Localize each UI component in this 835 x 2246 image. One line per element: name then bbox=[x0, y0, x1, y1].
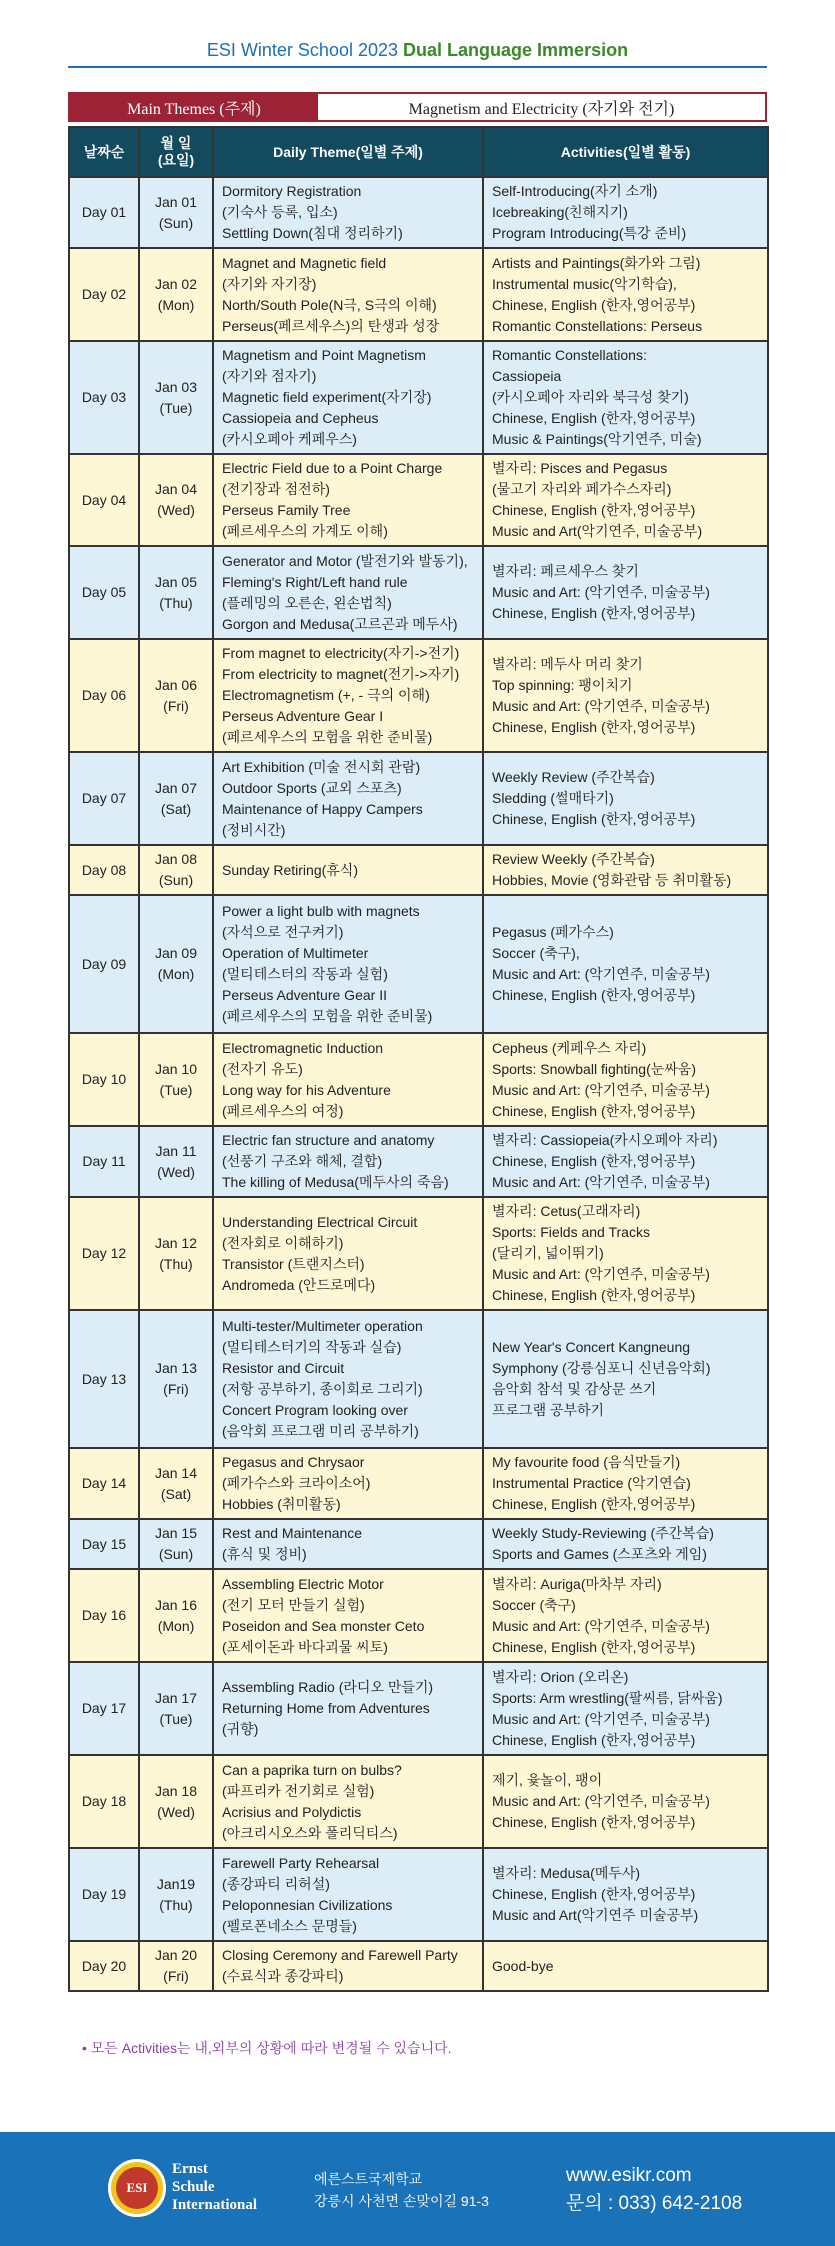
table-row bbox=[69, 1310, 768, 1448]
daily-theme-cell bbox=[213, 1662, 483, 1755]
activities-cell-text: Pegasus (페가수스) Soccer (축구), Music and Art: (악기연주, 미술공부) Chinese, English (한자,영어공부) bbox=[492, 924, 710, 1003]
activities-cell bbox=[483, 248, 768, 341]
day-cell-text: Day 18 bbox=[81, 1793, 127, 1809]
daily-theme-cell bbox=[213, 1569, 483, 1662]
page-title bbox=[68, 40, 767, 61]
activities-cell-text: 별자리: 페르세우스 찾기 Music and Art: (악기연주, 미술공부) Chinese, English (한자,영어공부) bbox=[492, 563, 710, 621]
daily-theme-cell-text: Assembling Electric Motor (전기 모터 만들기 실험) Poseidon and Sea monster Ceto (포세이돈과 바다괴물 씨토) bbox=[222, 1575, 425, 1655]
daily-theme-cell bbox=[213, 248, 483, 341]
activities-cell bbox=[483, 1941, 768, 1991]
header-daily-theme: Daily Theme(일별 주제) bbox=[213, 127, 483, 177]
date-cell-text: Jan 09 (Mon) bbox=[154, 945, 198, 982]
daily-theme-cell-text: Multi-tester/Multimeter operation (멀티테스터기의 작동과 실습) Resistor and Circuit (저항 공부하기, 종이회로 그리기) Concert Program looking over (음악회 프로그램 미리 공부하기) bbox=[222, 1318, 423, 1439]
school-address bbox=[314, 2168, 489, 2212]
table-row bbox=[69, 752, 768, 845]
contact-info bbox=[566, 2162, 742, 2218]
day-cell bbox=[69, 1310, 139, 1448]
day-cell bbox=[69, 546, 139, 639]
activities-cell-text: 별자리: Cetus(고래자리) Sports: Fields and Tracks (달리기, 넓이뛰기) Music and Art: (악기연주, 미술공부) Chinese, English (한자,영어공부) bbox=[492, 1203, 710, 1303]
activities-cell-text: Weekly Study-Reviewing (주간복습) Sports and Games (스포츠와 게임) bbox=[492, 1525, 714, 1562]
activities-cell-text: Weekly Review (주간복습) Sledding (썰매타기) Chinese, English (한자,영어공부) bbox=[492, 769, 696, 827]
footer bbox=[0, 2132, 835, 2246]
daily-theme-cell-text: Magnetism and Point Magnetism (자기와 점자기) Magnetic field experiment(자기장) Cassiopeia and Cepheus (카시오페아 케페우스) bbox=[222, 347, 432, 447]
date-cell-text: Jan 02 (Mon) bbox=[154, 275, 198, 313]
daily-theme-cell-text: Electric fan structure and anatomy (선풍기 구조와 해체, 결합) The killing of Medusa(메두사의 죽음) bbox=[222, 1132, 449, 1190]
main-theme-label: Main Themes (주제) bbox=[70, 94, 318, 120]
activities-cell-text: New Year's Concert Kangneung Symphony (강릉심포니 신년음악회) 음악회 참석 및 감상문 쓰기 프로그램 공부하기 bbox=[492, 1339, 711, 1418]
daily-theme-cell-text: From magnet to electricity(자기->전기) From electricity to magnet(전기->자기) Electromagnetism (+, - 극의 이해) Perseus Adventure Gear I (페르세우스의 모험을 위한 준비물) bbox=[222, 645, 460, 745]
main-theme-value: Magnetism and Electricity (자기와 전기) bbox=[318, 94, 765, 120]
activities-cell bbox=[483, 639, 768, 752]
daily-theme-cell bbox=[213, 1033, 483, 1126]
activities-cell bbox=[483, 1755, 768, 1848]
daily-theme-cell-text: Generator and Motor (발전기와 발동기), Fleming's Right/Left hand rule (플레밍의 오른손, 왼손법칙) Gorgon and Medusa(고르곤과 메두사) bbox=[222, 552, 468, 632]
daily-theme-cell-text: Magnet and Magnetic field (자기와 자기장) North/South Pole(N극, S극의 이해) Perseus(페르세우스)의 탄생과 성장 bbox=[222, 254, 440, 334]
brand-line: International bbox=[172, 2197, 258, 2213]
date-cell bbox=[139, 1569, 213, 1662]
activities-cell bbox=[483, 1310, 768, 1448]
daily-theme-cell-text: Closing Ceremony and Farewell Party (수료식과 종강파티) bbox=[222, 1947, 458, 1984]
activities-cell bbox=[483, 1197, 768, 1310]
table-row bbox=[69, 1448, 768, 1519]
day-cell bbox=[69, 752, 139, 845]
date-cell-text: Jan 17 (Tue) bbox=[154, 1689, 198, 1727]
date-cell bbox=[139, 1848, 213, 1941]
activities-cell-text: Cepheus (케페우스 자리) Sports: Snowball fighting(눈싸움) Music and Art: (악기연주, 미술공부) Chinese, English (한자,영어공부) bbox=[492, 1039, 710, 1119]
activities-cell-text: My favourite food (음식만들기) Instrumental Practice (악기연습) Chinese, English (한자,영어공부) bbox=[492, 1454, 696, 1512]
date-cell-text: Jan 15 (Sun) bbox=[154, 1525, 198, 1562]
date-cell bbox=[139, 1519, 213, 1569]
activities-cell bbox=[483, 1519, 768, 1569]
day-cell-text: Day 13 bbox=[81, 1370, 127, 1387]
table-row bbox=[69, 454, 768, 546]
daily-theme-cell-text: Farewell Party Rehearsal (종강파티 리허설) Peloponnesian Civilizations (펠로폰네소스 문명들) bbox=[222, 1854, 393, 1934]
date-cell-text: Jan 06 (Fri) bbox=[154, 676, 198, 714]
activities-cell bbox=[483, 895, 768, 1033]
brand-line: Ernst bbox=[172, 2161, 208, 2177]
activities-cell-text: 별자리: 메두사 머리 찾기 Top spinning: 팽이치기 Music and Art: (악기연주, 미술공부) Chinese, English (한자,영어공부) bbox=[492, 655, 710, 735]
activities-cell bbox=[483, 1848, 768, 1941]
table-row bbox=[69, 1519, 768, 1569]
table-row bbox=[69, 1569, 768, 1662]
table-row bbox=[69, 895, 768, 1033]
daily-theme-cell-text: Electromagnetic Induction (전자기 유도) Long way for his Adventure (페르세우스의 여정) bbox=[222, 1039, 391, 1119]
date-cell bbox=[139, 1755, 213, 1848]
date-cell-text: Jan 13 (Fri) bbox=[154, 1360, 198, 1397]
table-row bbox=[69, 1033, 768, 1126]
table-row bbox=[69, 1662, 768, 1755]
day-cell-text: Day 02 bbox=[81, 286, 127, 302]
daily-theme-cell-text: Pegasus and Chrysaor (페가수스와 크라이소어) Hobbies (취미활동) bbox=[222, 1454, 371, 1512]
daily-theme-cell bbox=[213, 1310, 483, 1448]
activities-cell-text: 제기, 윷놀이, 팽이 Music and Art: (악기연주, 미술공부) Chinese, English (한자,영어공부) bbox=[492, 1772, 710, 1830]
daily-theme-cell bbox=[213, 546, 483, 639]
date-cell bbox=[139, 752, 213, 845]
day-cell bbox=[69, 639, 139, 752]
school-logo bbox=[108, 2159, 166, 2217]
header-day: 날짜순 bbox=[69, 127, 139, 177]
date-cell-text: Jan 10 (Tue) bbox=[154, 1060, 198, 1098]
schedule-body bbox=[69, 177, 768, 1991]
date-cell bbox=[139, 248, 213, 341]
date-cell-text: Jan 12 (Thu) bbox=[154, 1234, 198, 1272]
day-cell bbox=[69, 1848, 139, 1941]
day-cell bbox=[69, 1448, 139, 1519]
day-cell bbox=[69, 454, 139, 546]
date-cell-text: Jan 20 (Fri) bbox=[154, 1947, 198, 1984]
title-part-2: Dual Language Immersion bbox=[403, 40, 629, 60]
table-row bbox=[69, 639, 768, 752]
table-row bbox=[69, 1848, 768, 1941]
header-divider bbox=[68, 66, 767, 68]
daily-theme-cell-text: Electric Field due to a Point Charge (전기장과 점전하) Perseus Family Tree (페르세우스의 가계도 이해) bbox=[222, 460, 443, 539]
activities-cell bbox=[483, 341, 768, 454]
daily-theme-cell-text: Rest and Maintenance (휴식 및 정비) bbox=[222, 1525, 363, 1562]
day-cell-text: Day 10 bbox=[81, 1071, 127, 1087]
day-cell bbox=[69, 177, 139, 248]
day-cell bbox=[69, 341, 139, 454]
daily-theme-cell bbox=[213, 1126, 483, 1197]
day-cell bbox=[69, 1755, 139, 1848]
date-cell-text: Jan 18 (Wed) bbox=[154, 1782, 198, 1820]
phone-number: 문의 : 033) 642-2108 bbox=[566, 2193, 743, 2214]
activities-cell-text: Self-Introducing(자기 소개) Icebreaking(친해지기) Program Introducing(특강 준비) bbox=[492, 183, 687, 241]
table-row bbox=[69, 248, 768, 341]
daily-theme-cell-text: Power a light bulb with magnets (자석으로 전구켜기) Operation of Multimeter (멀티테스터의 작동과 실험) Perseus Adventure Gear II (페르세우스의 모험을 위한 준비물) bbox=[222, 903, 433, 1024]
day-cell-text: Day 04 bbox=[81, 491, 127, 508]
table-row bbox=[69, 1755, 768, 1848]
date-cell bbox=[139, 1448, 213, 1519]
main-theme-bar bbox=[68, 92, 767, 122]
day-cell-text: Day 01 bbox=[81, 204, 127, 220]
activities-cell bbox=[483, 546, 768, 639]
table-row bbox=[69, 1126, 768, 1197]
date-cell-text: Jan 14 (Sat) bbox=[154, 1464, 198, 1502]
table-row bbox=[69, 546, 768, 639]
website-link[interactable]: www.esikr.com bbox=[566, 2165, 692, 2186]
activities-cell-text: Artists and Paintings(화가와 그림) Instrumental music(악기학습), Chinese, English (한자,영어공부) Romantic Constellations: Perseus bbox=[492, 254, 703, 334]
day-cell-text: Day 07 bbox=[81, 790, 127, 806]
activities-cell-text: 별자리: Auriga(마차부 자리) Soccer (축구) Music and Art: (악기연주, 미술공부) Chinese, English (한자,영어공부) bbox=[492, 1575, 710, 1655]
daily-theme-cell bbox=[213, 752, 483, 845]
activities-cell-text: Review Weekly (주간복습) Hobbies, Movie (영화관람 등 취미활동) bbox=[492, 851, 732, 888]
table-row bbox=[69, 845, 768, 895]
daily-theme-cell bbox=[213, 1848, 483, 1941]
table-row bbox=[69, 1197, 768, 1310]
daily-theme-cell bbox=[213, 845, 483, 895]
daily-theme-cell bbox=[213, 639, 483, 752]
day-cell bbox=[69, 1941, 139, 1991]
day-cell-text: Day 09 bbox=[81, 955, 127, 972]
date-cell-text: Jan 16 (Mon) bbox=[154, 1596, 198, 1634]
daily-theme-cell-text: Sunday Retiring(휴식) bbox=[222, 861, 358, 878]
date-cell bbox=[139, 1126, 213, 1197]
day-cell bbox=[69, 1126, 139, 1197]
table-row bbox=[69, 177, 768, 248]
title-part-1: ESI Winter School 2023 bbox=[206, 40, 399, 60]
activities-cell-text: 별자리: Orion (오리온) Sports: Arm wrestling(팔씨름, 닭싸움) Music and Art: (악기연주, 미술공부) Chinese, English (한자,영어공부) bbox=[492, 1668, 723, 1748]
date-cell bbox=[139, 341, 213, 454]
activities-cell bbox=[483, 1448, 768, 1519]
day-cell bbox=[69, 1197, 139, 1310]
date-cell bbox=[139, 1662, 213, 1755]
day-cell-text: Day 11 bbox=[82, 1153, 126, 1169]
date-cell bbox=[139, 1197, 213, 1310]
table-header-row bbox=[69, 127, 768, 177]
daily-theme-cell bbox=[213, 1941, 483, 1991]
activities-cell bbox=[483, 454, 768, 546]
day-cell-text: Day 05 bbox=[81, 584, 127, 600]
day-cell-text: Day 19 bbox=[81, 1886, 127, 1902]
activities-cell bbox=[483, 177, 768, 248]
date-cell bbox=[139, 895, 213, 1033]
day-cell-text: Day 15 bbox=[81, 1535, 127, 1552]
daily-theme-cell-text: Art Exhibition (미술 전시회 관람) Outdoor Sports (교외 스포츠) Maintenance of Happy Campers (정비시간) bbox=[222, 758, 423, 838]
daily-theme-cell bbox=[213, 1197, 483, 1310]
date-cell-text: Jan 03 (Tue) bbox=[154, 378, 198, 416]
date-cell-text: Jan 05 (Thu) bbox=[154, 573, 198, 611]
date-cell-text: Jan 08 (Sun) bbox=[154, 851, 198, 888]
daily-theme-cell bbox=[213, 895, 483, 1033]
daily-theme-cell-text: Dormitory Registration (기숙사 등록, 입소) Settling Down(침대 정리하기) bbox=[222, 183, 403, 241]
day-cell bbox=[69, 845, 139, 895]
header-activities: Activities(일별 활동) bbox=[483, 127, 768, 177]
day-cell bbox=[69, 1519, 139, 1569]
daily-theme-cell bbox=[213, 341, 483, 454]
daily-theme-cell bbox=[213, 1448, 483, 1519]
day-cell bbox=[69, 1662, 139, 1755]
activities-cell-text: Good-bye bbox=[492, 1957, 554, 1974]
day-cell-text: Day 20 bbox=[81, 1957, 127, 1974]
activities-cell-text: 별자리: Pisces and Pegasus (물고기 자리와 페가수스자리) Chinese, English (한자,영어공부) Music and Art(악기연주, 미술공부) bbox=[492, 460, 703, 539]
day-cell-text: Day 14 bbox=[81, 1475, 127, 1491]
date-cell bbox=[139, 845, 213, 895]
table-row bbox=[69, 341, 768, 454]
daily-theme-cell bbox=[213, 177, 483, 248]
day-cell bbox=[69, 895, 139, 1033]
activities-change-note: • 모든 Activities는 내,외부의 상황에 따라 변경될 수 있습니다. bbox=[82, 2040, 452, 2056]
day-cell-text: Day 06 bbox=[81, 687, 127, 703]
date-cell-text: Jan19 (Thu) bbox=[156, 1875, 196, 1913]
school-brand-name bbox=[172, 2160, 257, 2214]
activities-cell bbox=[483, 1033, 768, 1126]
table-row bbox=[69, 1941, 768, 1991]
date-cell bbox=[139, 1033, 213, 1126]
activities-cell bbox=[483, 1569, 768, 1662]
date-cell-text: Jan 11 (Wed) bbox=[155, 1142, 197, 1180]
activities-cell bbox=[483, 845, 768, 895]
date-cell bbox=[139, 177, 213, 248]
day-cell-text: Day 12 bbox=[81, 1245, 127, 1261]
daily-theme-cell bbox=[213, 1519, 483, 1569]
school-korean-name: 에른스트국제학교 bbox=[314, 2171, 423, 2187]
header-date: 월 일 (요일) bbox=[139, 127, 213, 177]
activities-cell bbox=[483, 1662, 768, 1755]
date-cell bbox=[139, 1941, 213, 1991]
date-cell-text: Jan 07 (Sat) bbox=[154, 779, 198, 817]
daily-theme-cell-text: Can a paprika turn on bulbs? (파프리카 전기회로 실험) Acrisius and Polydictis (아크리시오스와 폴리딕티스) bbox=[222, 1761, 402, 1841]
day-cell bbox=[69, 248, 139, 341]
date-cell-text: Jan 01 (Sun) bbox=[154, 193, 198, 231]
daily-theme-cell-text: Understanding Electrical Circuit (전자회로 이해하기) Transistor (트랜지스터) Andromeda (안드로메다) bbox=[222, 1213, 418, 1293]
date-cell bbox=[139, 546, 213, 639]
day-cell-text: Day 17 bbox=[81, 1700, 127, 1716]
brand-line: Schule bbox=[172, 2179, 215, 2195]
activities-cell bbox=[483, 752, 768, 845]
date-cell bbox=[139, 639, 213, 752]
day-cell bbox=[69, 1569, 139, 1662]
activities-cell-text: 별자리: Cassiopeia(카시오페아 자리) Chinese, English (한자,영어공부) Music and Art: (악기연주, 미술공부) bbox=[492, 1132, 718, 1190]
school-street-address: 강릉시 사천면 손맞이길 91-3 bbox=[314, 2193, 489, 2209]
schedule-table bbox=[68, 126, 769, 1992]
activities-cell bbox=[483, 1126, 768, 1197]
activities-cell-text: Romantic Constellations: Cassiopeia (카시오페아 자리와 북극성 찾기) Chinese, English (한자,영어공부) Music & Paintings(악기연주, 미술) bbox=[492, 347, 702, 447]
day-cell-text: Day 16 bbox=[81, 1607, 127, 1623]
daily-theme-cell-text: Assembling Radio (라디오 만들기) Returning Home from Adventures (귀향) bbox=[222, 1679, 434, 1737]
school-logo-mark: ESI bbox=[116, 2167, 158, 2209]
day-cell bbox=[69, 1033, 139, 1126]
date-cell bbox=[139, 454, 213, 546]
day-cell-text: Day 03 bbox=[81, 389, 127, 405]
day-cell-text: Day 08 bbox=[81, 861, 127, 878]
daily-theme-cell bbox=[213, 454, 483, 546]
daily-theme-cell bbox=[213, 1755, 483, 1848]
date-cell-text: Jan 04 (Wed) bbox=[154, 481, 198, 518]
date-cell bbox=[139, 1310, 213, 1448]
activities-cell-text: 별자리: Medusa(메두사) Chinese, English (한자,영어공부) Music and Art(악기연주 미술공부) bbox=[492, 1865, 699, 1923]
